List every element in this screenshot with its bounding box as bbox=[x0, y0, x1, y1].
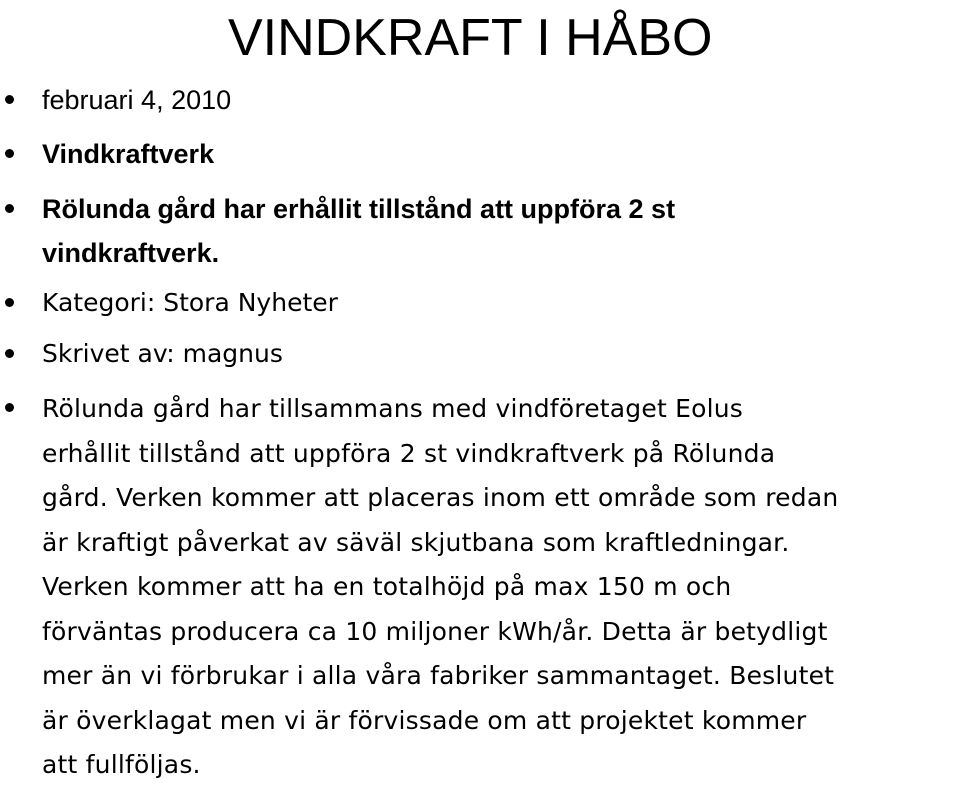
bullet-line: är kraftigt påverkat av säväl skjutbana som kraftledningar. bbox=[42, 527, 790, 557]
bullet-line: Skrivet av: magnus bbox=[42, 339, 283, 368]
bullet-line: Kategori: Stora Nyheter bbox=[42, 288, 338, 317]
slide-title: VINDKRAFT I HÅBO bbox=[228, 9, 713, 67]
bullet-line: Vindkraftverk bbox=[42, 139, 215, 169]
bullet-line: förväntas producera ca 10 miljoner kWh/år. Detta är betydligt bbox=[42, 616, 828, 646]
bullet-line: mer än vi förbrukar i alla våra fabriker sammantaget. Beslutet bbox=[42, 661, 835, 690]
bullet-line: erhållit tillstånd att uppföra 2 st vindkraftverk på Rölunda bbox=[42, 438, 776, 468]
bullet-line: vindkraftverk. bbox=[42, 238, 220, 268]
bullet-line: Rölunda gård har erhållit tillstånd att uppföra 2 st bbox=[42, 194, 676, 224]
bullet-headline bbox=[42, 134, 214, 174]
bullet-lead bbox=[42, 187, 675, 275]
bullet-line: Verken kommer att ha en totalhöjd på max 150 m och bbox=[42, 572, 732, 601]
bullet-line: gård. Verken kommer att placeras inom ett område som redan bbox=[42, 483, 839, 512]
bullet-line: är överklagat men vi är förvissade om att projektet kommer bbox=[42, 705, 807, 735]
bullet-line: februari 4, 2010 bbox=[42, 85, 232, 115]
bullet-date bbox=[42, 80, 231, 120]
bullet-line: Rölunda gård har tillsammans med vindföretaget Eolus bbox=[42, 394, 744, 423]
bullet-author bbox=[42, 334, 283, 374]
bullet-line: att fullföljas. bbox=[42, 750, 201, 779]
bullet-body-text bbox=[42, 387, 838, 788]
bullet-category bbox=[42, 283, 338, 323]
